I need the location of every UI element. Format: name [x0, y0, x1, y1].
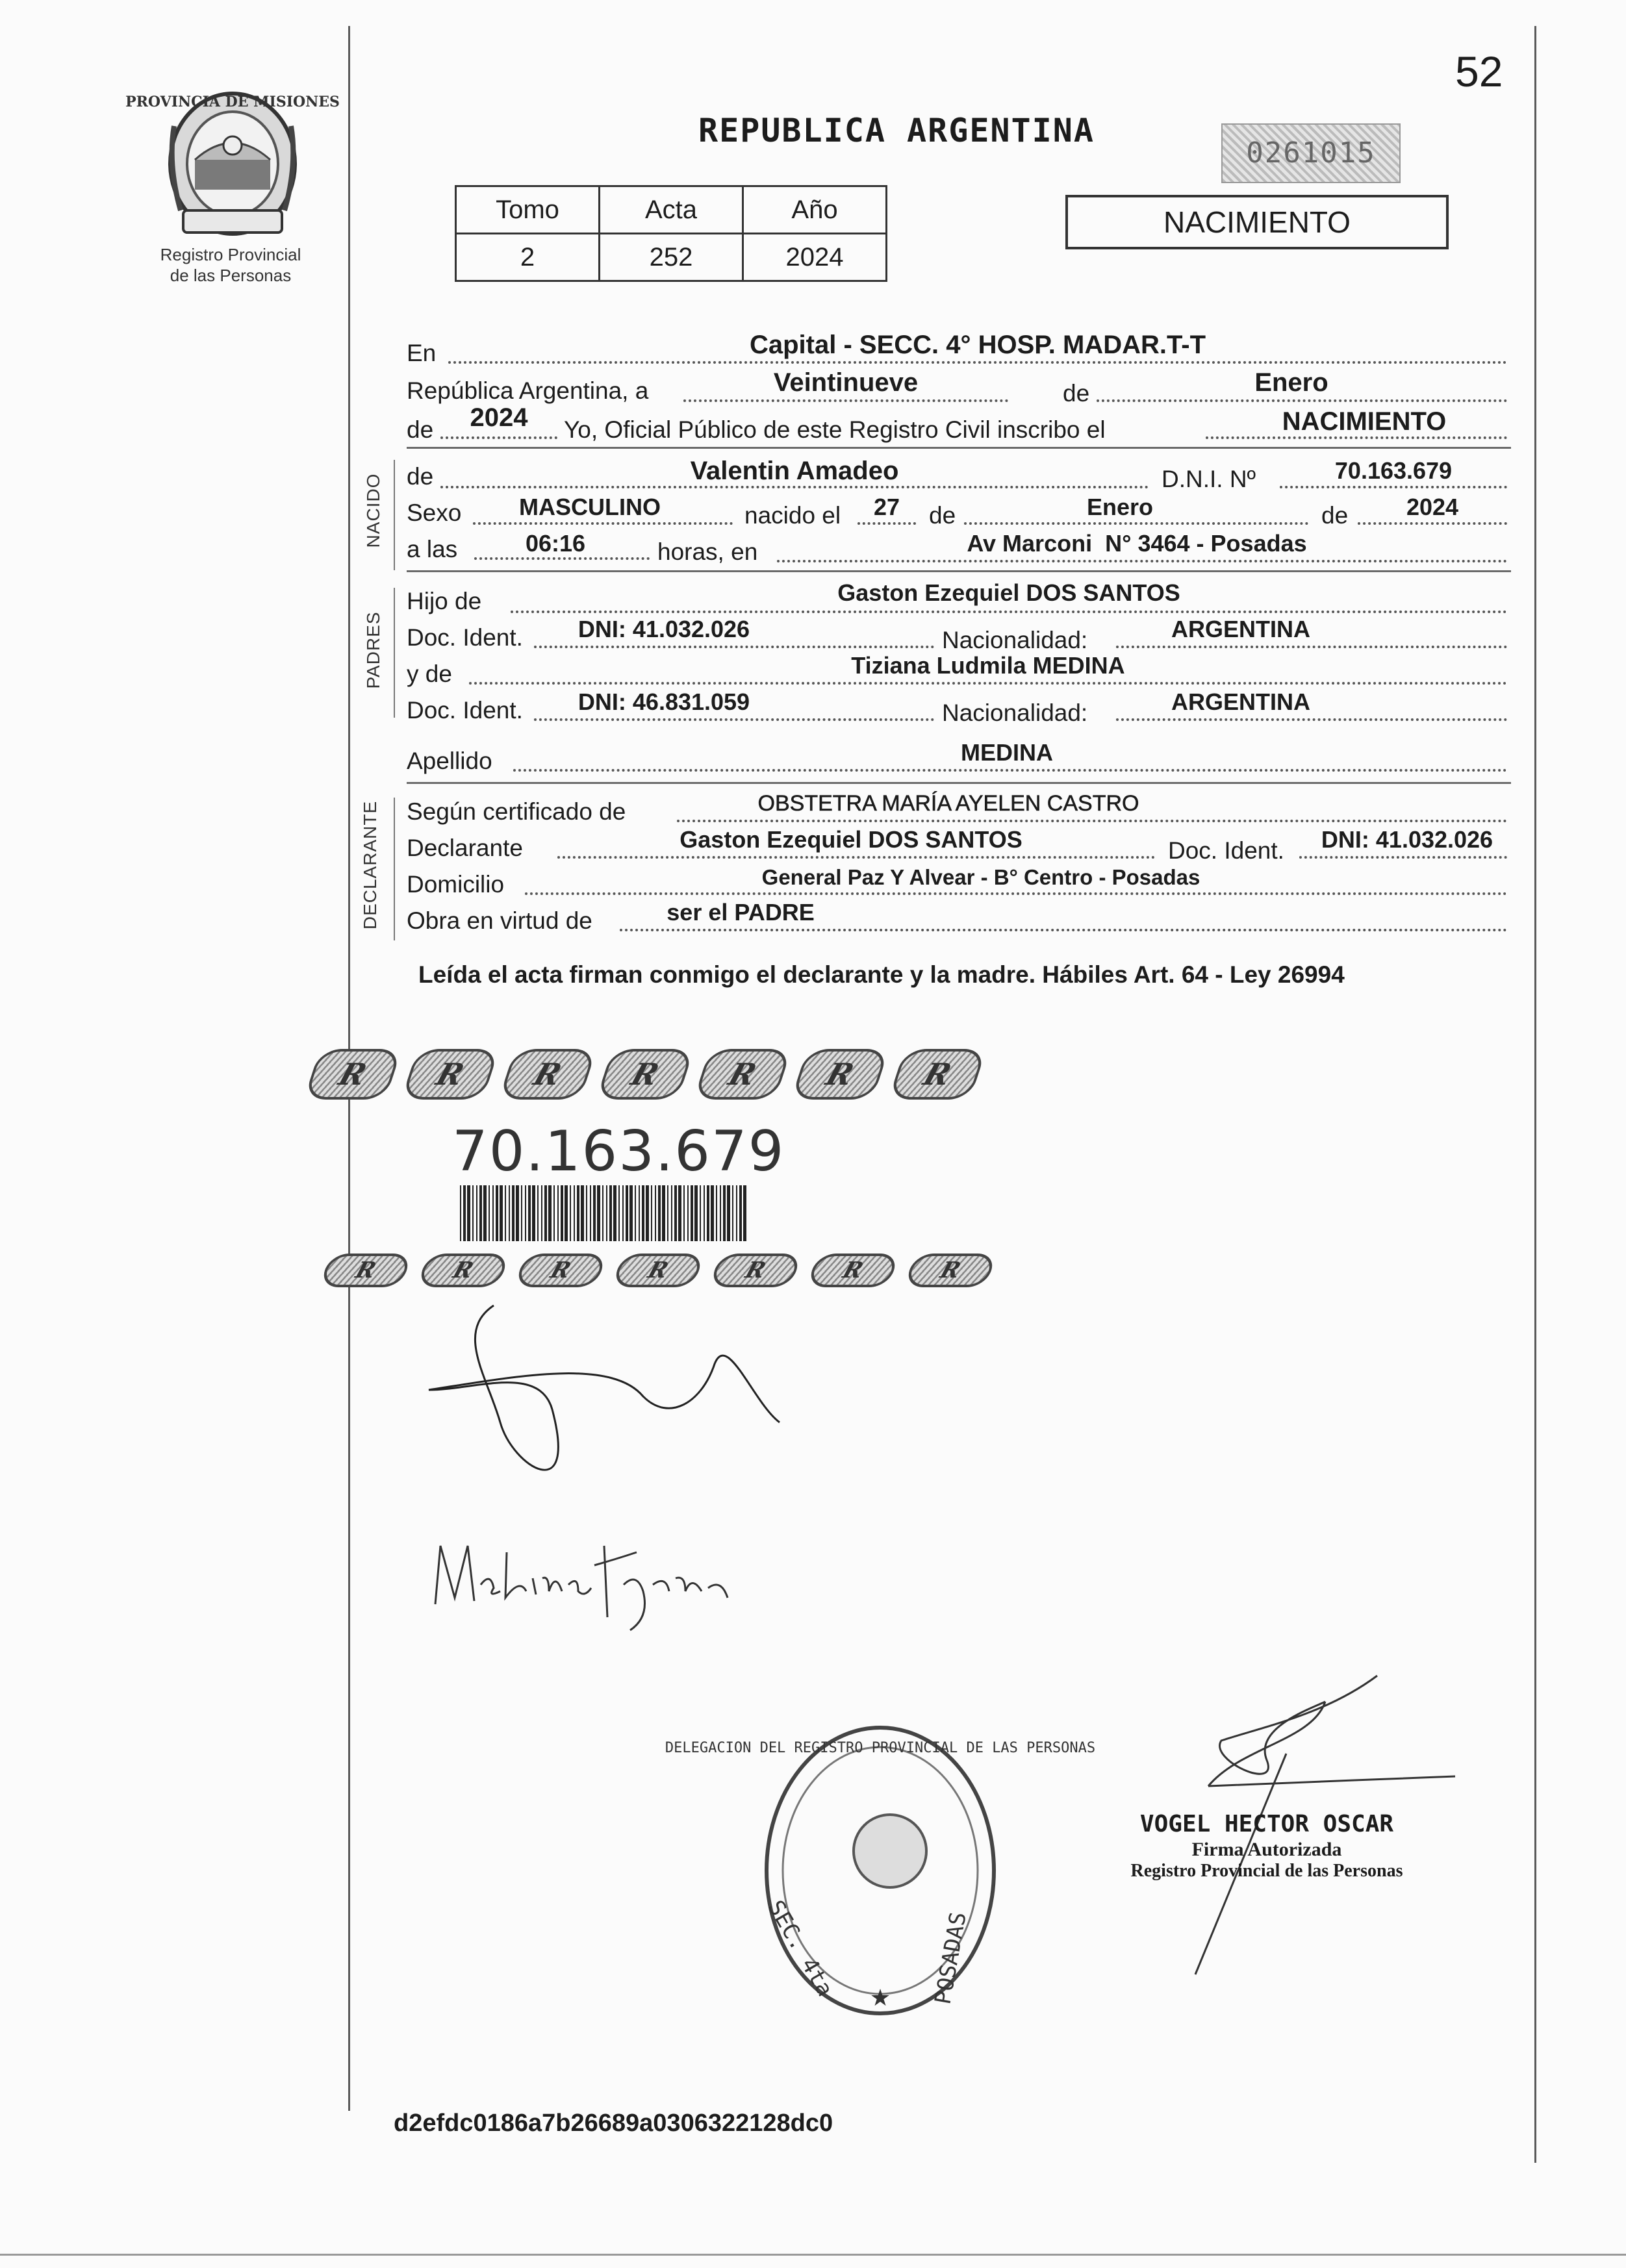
dotted-line — [513, 769, 1507, 772]
barcode-bar — [662, 1185, 665, 1241]
registration-year: 2024 — [470, 403, 528, 432]
tomo-acta-table — [455, 185, 887, 282]
r-badge-strip-top — [312, 1049, 956, 1098]
barcode-bar — [700, 1185, 701, 1241]
section-label-padres: PADRES — [363, 611, 383, 689]
table-cell-ano: 2024 — [743, 234, 887, 281]
id-number-label — [335, 1049, 964, 1292]
act-type-box: NACIMIENTO — [1065, 195, 1449, 249]
logo-caption-line2: de las Personas — [170, 266, 292, 285]
table-header-ano: Año — [743, 186, 887, 234]
barcode-bar — [635, 1185, 636, 1241]
barcode-bar — [557, 1185, 559, 1241]
misiones-coat-of-arms-icon — [125, 87, 340, 243]
document-title: REPUBLICA ARGENTINA — [698, 112, 1095, 149]
dotted-line — [683, 399, 1008, 402]
barcode-bar — [727, 1185, 730, 1241]
registration-month: Enero — [1254, 368, 1328, 397]
r-badge-icon: R — [693, 1049, 791, 1100]
barcode-bar — [512, 1185, 514, 1241]
label-nacido-el: nacido el — [744, 502, 841, 529]
barcode-bar — [467, 1185, 470, 1241]
svg-text:★: ★ — [869, 1985, 891, 2011]
apellido-value: MEDINA — [961, 739, 1053, 766]
dotted-line — [1280, 486, 1507, 488]
barcode-bar — [532, 1185, 535, 1241]
r-badge-icon: R — [791, 1049, 889, 1100]
barcode-bar — [618, 1185, 620, 1241]
father-nationality: ARGENTINA — [1171, 616, 1310, 642]
barcode-bar — [655, 1185, 656, 1241]
dotted-line — [448, 361, 1507, 364]
barcode-bar — [642, 1185, 644, 1241]
barcode-bar — [658, 1185, 661, 1241]
barcode-bar — [609, 1185, 612, 1241]
child-dni: 70.163.679 — [1334, 457, 1453, 484]
barcode-bar — [606, 1185, 607, 1241]
r-badge-icon: R — [320, 1254, 413, 1287]
barcode-bar — [613, 1185, 616, 1241]
table-row — [456, 234, 887, 281]
barcode-bar — [516, 1185, 519, 1241]
dotted-line — [677, 820, 1507, 822]
dotted-line — [1116, 646, 1507, 648]
barcode-bar — [590, 1185, 591, 1241]
registration-day: Veintinueve — [773, 368, 919, 397]
label-domicilio: Domicilio — [407, 871, 505, 898]
section-bracket — [394, 460, 395, 570]
barcode-bar — [639, 1185, 640, 1241]
label-de: de — [407, 416, 434, 443]
official-seal-icon — [665, 1721, 1096, 2020]
label-de: de — [929, 502, 956, 529]
father-name: Gaston Ezequiel DOS SANTOS — [837, 579, 1180, 606]
table-header-acta: Acta — [600, 186, 743, 234]
dotted-line — [534, 718, 934, 721]
birth-year: 2024 — [1406, 494, 1459, 520]
label-horas-en: horas, en — [657, 538, 758, 565]
barcode-bar — [565, 1185, 568, 1241]
barcode-bar — [548, 1185, 552, 1241]
dotted-line — [964, 522, 1308, 525]
label-doc-ident: Doc. Ident. — [1168, 837, 1284, 864]
logo-caption — [133, 244, 328, 286]
barcode-bar — [463, 1185, 466, 1241]
dotted-line — [440, 486, 1149, 488]
r-badge-icon: R — [709, 1254, 802, 1287]
label-nacionalidad: Nacionalidad: — [942, 627, 1088, 653]
table-cell-tomo: 2 — [456, 234, 600, 281]
barcode-bar — [521, 1185, 522, 1241]
dotted-line — [1358, 522, 1507, 525]
label-oficial: Yo, Oficial Público de este Registro Civil inscribo el — [564, 416, 1106, 443]
registration-location: Capital - SECC. 4° HOSP. MADAR.T-T — [749, 331, 1206, 359]
child-sexo: MASCULINO — [519, 494, 661, 520]
label-a-las: a las — [407, 536, 458, 562]
father-doc: DNI: 41.032.026 — [578, 616, 750, 642]
section-divider — [407, 447, 1511, 449]
serial-stamp-number: 0261015 — [1246, 136, 1376, 170]
barcode-bar — [736, 1185, 737, 1241]
barcode-bar — [577, 1185, 579, 1241]
barcode-bar — [667, 1185, 668, 1241]
barcode-bar — [492, 1185, 494, 1241]
closing-statement: Leída el acta firman conmigo el declarante y la madre. Hábiles Art. 64 - Ley 26994 — [418, 961, 1345, 988]
id-number: 70.163.679 — [452, 1119, 785, 1184]
barcode-bar — [678, 1185, 681, 1241]
barcode-bar — [496, 1185, 498, 1241]
barcode-bar — [472, 1185, 474, 1241]
official-institution: Registro Provincial de las Personas — [1130, 1861, 1403, 1881]
barcode-bar — [593, 1185, 596, 1241]
barcode-bar — [460, 1185, 461, 1241]
official-name: VOGEL HECTOR OSCAR — [1139, 1811, 1394, 1837]
logo-caption-line1: Registro Provincial — [160, 245, 301, 264]
birth-place: Av Marconi N° 3464 - Posadas — [967, 530, 1307, 557]
barcode-bar — [544, 1185, 547, 1241]
r-badge-icon: R — [303, 1049, 401, 1100]
barcode-bar — [716, 1185, 717, 1241]
label-de: de — [1321, 502, 1349, 529]
child-name: Valentin Amadeo — [690, 457, 899, 485]
r-badge-icon: R — [904, 1254, 997, 1287]
dotted-line — [473, 522, 733, 525]
label-dni: D.N.I. Nº — [1162, 466, 1256, 492]
barcode-bar — [739, 1185, 742, 1241]
barcode-icon — [460, 1185, 746, 1241]
dotted-line — [1097, 399, 1507, 402]
barcode-bar — [723, 1185, 726, 1241]
barcode-bar — [732, 1185, 733, 1241]
barcode-bar — [646, 1185, 649, 1241]
domicilio-value: General Paz Y Alvear - B° Centro - Posadas — [761, 865, 1200, 889]
right-margin-line — [1534, 26, 1536, 2163]
label-de: de — [1063, 380, 1090, 407]
label-y-de: y de — [407, 661, 452, 687]
mother-signature — [429, 1526, 741, 1643]
barcode-bar — [602, 1185, 603, 1241]
section-label-nacido: NACIDO — [363, 473, 383, 548]
seal-inner-text-left: SEC. 4ta — [762, 1896, 839, 2001]
dotted-line — [777, 560, 1507, 562]
dotted-line — [474, 557, 650, 560]
bottom-border-line — [0, 2254, 1626, 2256]
section-bracket — [394, 798, 395, 940]
r-badge-strip-bottom — [325, 1254, 964, 1286]
barcode-bar — [476, 1185, 477, 1241]
barcode-bar — [704, 1185, 705, 1241]
seal-inner-text-right: POSADAS — [930, 1909, 972, 2007]
dotted-line — [469, 682, 1507, 685]
label-en: En — [407, 340, 437, 366]
barcode-bar — [581, 1185, 584, 1241]
dotted-line — [511, 611, 1507, 613]
label-hijo-de: Hijo de — [407, 588, 482, 614]
barcode-bar — [622, 1185, 624, 1241]
declarante-doc: DNI: 41.032.026 — [1321, 826, 1493, 853]
barcode-bar — [707, 1185, 709, 1241]
label-certificado: Según certificado de — [407, 798, 626, 825]
dotted-line — [1299, 856, 1507, 859]
label-doc-ident: Doc. Ident. — [407, 697, 523, 724]
barcode-bar — [570, 1185, 571, 1241]
r-badge-icon: R — [417, 1254, 510, 1287]
barcode-bar — [683, 1185, 685, 1241]
barcode-bar — [687, 1185, 689, 1241]
dotted-line — [857, 522, 916, 525]
label-sexo: Sexo — [407, 499, 462, 526]
official-signature-block — [1104, 1811, 1429, 1882]
table-header-tomo: Tomo — [456, 186, 600, 234]
label-doc-ident: Doc. Ident. — [407, 624, 523, 651]
svg-text:DELEGACION DEL REGISTRO PROVIN: DELEGACION DEL REGISTRO PROVINCIAL DE LAS PERSONAS — [665, 1740, 1096, 1756]
barcode-bar — [743, 1185, 746, 1241]
label-declarante: Declarante — [407, 835, 523, 861]
barcode-bar — [505, 1185, 506, 1241]
barcode-bar — [626, 1185, 628, 1241]
label-republica: República Argentina, a — [407, 377, 649, 404]
r-badge-icon: R — [888, 1049, 986, 1100]
barcode-bar — [483, 1185, 487, 1241]
r-badge-icon: R — [807, 1254, 900, 1287]
dotted-line — [557, 856, 1155, 859]
barcode-bar — [528, 1185, 531, 1241]
barcode-bar — [720, 1185, 721, 1241]
table-row — [456, 186, 887, 234]
document-hash: d2efdc0186a7b26689a0306322128dc0 — [394, 2110, 833, 2137]
label-de: de — [407, 463, 434, 490]
barcode-bar — [671, 1185, 672, 1241]
barcode-bar — [500, 1185, 503, 1241]
serial-stamp — [1221, 123, 1401, 183]
dotted-line — [440, 436, 557, 439]
barcode-bar — [711, 1185, 714, 1241]
mother-nationality: ARGENTINA — [1171, 688, 1310, 715]
barcode-bar — [694, 1185, 698, 1241]
label-apellido: Apellido — [407, 748, 492, 774]
section-label-declarante: DECLARANTE — [360, 800, 380, 930]
barcode-bar — [691, 1185, 693, 1241]
barcode-bar — [674, 1185, 677, 1241]
barcode-bar — [525, 1185, 526, 1241]
r-badge-icon: R — [612, 1254, 705, 1287]
declarant-signature — [416, 1292, 806, 1513]
barcode-bar — [574, 1185, 575, 1241]
obra-value: ser el PADRE — [667, 899, 815, 926]
r-badge-icon: R — [401, 1049, 499, 1100]
label-obra: Obra en virtud de — [407, 907, 592, 934]
barcode-bar — [489, 1185, 490, 1241]
dotted-line — [620, 929, 1507, 931]
section-bracket — [394, 588, 395, 718]
barcode-bar — [586, 1185, 587, 1241]
dotted-line — [525, 892, 1507, 895]
barcode-bar — [553, 1185, 555, 1241]
barcode-bar — [509, 1185, 510, 1241]
section-divider — [407, 570, 1511, 572]
barcode-bar — [479, 1185, 482, 1241]
barcode-bar — [537, 1185, 539, 1241]
dotted-line — [1116, 718, 1507, 721]
barcode-bar — [541, 1185, 542, 1241]
declarante-name: Gaston Ezequiel DOS SANTOS — [680, 826, 1023, 853]
mother-name: Tiziana Ludmila MEDINA — [851, 652, 1125, 679]
r-badge-icon: R — [498, 1049, 596, 1100]
certificado-value: OBSTETRA MARÍA AYELEN CASTRO — [757, 791, 1139, 816]
r-badge-icon: R — [514, 1254, 607, 1287]
barcode-bar — [561, 1185, 563, 1241]
birth-month: Enero — [1086, 494, 1154, 520]
dotted-line — [1206, 436, 1507, 439]
birth-time: 06:16 — [525, 530, 586, 557]
birth-day: 27 — [873, 494, 900, 520]
label-nacionalidad: Nacionalidad: — [942, 699, 1088, 726]
section-divider — [407, 782, 1511, 784]
page-number: 52 — [1455, 47, 1503, 95]
dotted-line — [534, 646, 934, 648]
registration-act-inscribed: NACIMIENTO — [1282, 407, 1447, 436]
official-role: Firma Autorizada — [1191, 1839, 1342, 1860]
barcode-bar — [629, 1185, 633, 1241]
barcode-bar — [651, 1185, 652, 1241]
barcode-bar — [597, 1185, 600, 1241]
table-cell-acta: 252 — [600, 234, 743, 281]
svg-text:PROVINCIA DE MISIONES: PROVINCIA DE MISIONES — [125, 94, 340, 110]
mother-doc: DNI: 46.831.059 — [578, 688, 750, 715]
r-badge-icon: R — [596, 1049, 694, 1100]
